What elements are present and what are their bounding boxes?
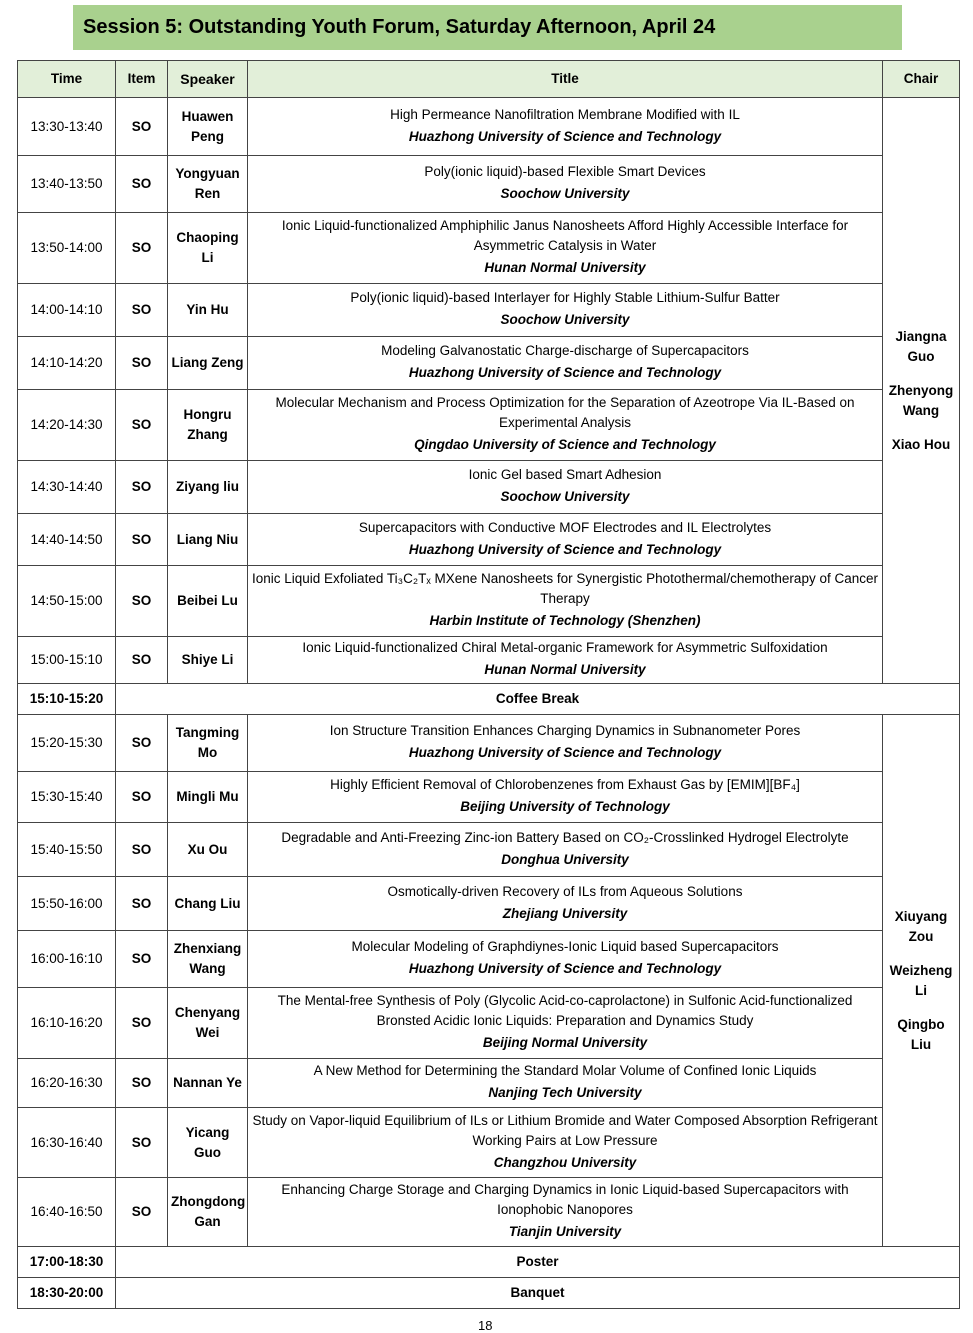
title-cell	[248, 337, 883, 390]
table-row	[18, 213, 960, 284]
item-cell: SO	[116, 514, 168, 566]
banquet-row	[18, 1278, 960, 1309]
speaker-cell: Mingli Mu	[168, 772, 248, 823]
title-cell	[248, 390, 883, 461]
speaker-cell: Liang Niu	[168, 514, 248, 566]
time-cell: 14:30-14:40	[18, 461, 116, 514]
chair-name: Weizheng Li	[889, 962, 953, 998]
table-row	[18, 566, 960, 637]
talk-title: Ionic Liquid-functionalized Amphiphilic Janus Nanosheets Afford Highly Accessible Interface for Asymmetric Catalysis in Water	[281, 218, 849, 253]
item-cell: SO	[116, 637, 168, 684]
time-cell: 18:30-20:00	[18, 1278, 116, 1309]
table-row	[18, 461, 960, 514]
table-row	[18, 772, 960, 823]
title-cell	[248, 156, 883, 213]
institution: Huazhong University of Science and Technology	[408, 128, 722, 144]
table-row	[18, 877, 960, 931]
institution: Soochow University	[500, 312, 630, 327]
speaker-cell: Chaoping Li	[168, 213, 248, 284]
institution: Qingdao University of Science and Technology	[414, 437, 716, 452]
time-cell: 15:00-15:10	[18, 637, 116, 684]
talk-title: Highly Efficient Removal of Chlorobenzenes from Exhaust Gas by [EMIM][BF₄]	[330, 777, 800, 792]
time-cell: 14:00-14:10	[18, 284, 116, 337]
table-row	[18, 1178, 960, 1247]
institution: Hunan Normal University	[484, 260, 646, 275]
title-cell	[248, 1178, 883, 1247]
title-cell	[248, 637, 883, 684]
item-cell: SO	[116, 98, 168, 156]
page-number: 18	[478, 1318, 493, 1333]
speaker-cell: Beibei Lu	[168, 566, 248, 637]
chair-name: Zhenyong Wang	[888, 382, 954, 418]
table-row	[18, 715, 960, 772]
title-cell	[248, 284, 883, 337]
talk-title: A New Method for Determining the Standard Molar Volume of Confined Ionic Liquids	[313, 1063, 817, 1078]
title-cell	[248, 715, 883, 772]
item-cell: SO	[116, 337, 168, 390]
schedule-table	[17, 60, 960, 1309]
talk-title: Poly(ionic liquid)-based Interlayer for Highly Stable Lithium-Sulfur Batter	[350, 290, 780, 305]
title-cell	[248, 1059, 883, 1108]
institution: Donghua University	[501, 851, 629, 867]
speaker-cell: Chang Liu	[168, 877, 248, 931]
time-cell: 14:20-14:30	[18, 390, 116, 461]
speaker-cell: Yicang Guo	[168, 1108, 248, 1178]
item-cell: SO	[116, 156, 168, 213]
item-cell: SO	[116, 1059, 168, 1108]
item-cell: SO	[116, 390, 168, 461]
speaker-cell: Shiye Li	[168, 637, 248, 684]
speaker-cell: Yongyuan Ren	[168, 156, 248, 213]
talk-title: Poly(ionic liquid)-based Flexible Smart Devices	[424, 164, 706, 179]
title-cell	[248, 1108, 883, 1178]
column-header-title: Title	[248, 61, 883, 98]
item-cell: SO	[116, 715, 168, 772]
title-cell	[248, 772, 883, 823]
institution: Huazhong University of Science and Technology	[408, 745, 722, 760]
speaker-cell: Tangming Mo	[168, 715, 248, 772]
session-title-banner	[73, 5, 902, 50]
speaker-cell: Huawen Peng	[168, 98, 248, 156]
institution: Nanjing Tech University	[488, 1085, 642, 1100]
institution: Huazhong University of Science and Technology	[408, 365, 722, 380]
table-row	[18, 1059, 960, 1108]
time-cell: 15:10-15:20	[18, 684, 116, 715]
title-cell	[248, 823, 883, 877]
talk-title: Molecular Mechanism and Process Optimization for the Separation of Azeotrope Via IL-Based on Experimental Analysis	[275, 395, 855, 430]
institution: Huazhong University of Science and Technology	[408, 961, 722, 976]
title-cell	[248, 514, 883, 566]
chair-name: Xiuyang Zou	[894, 908, 948, 944]
speaker-cell: Nannan Ye	[168, 1059, 248, 1108]
talk-title: Enhancing Charge Storage and Charging Dynamics in Ionic Liquid-based Supercapacitors with Ionophobic Nanopores	[281, 1182, 849, 1217]
institution: Beijing University of Technology	[460, 799, 670, 814]
speaker-cell: Chenyang Wei	[168, 988, 248, 1059]
speaker-cell: Xu Ou	[168, 823, 248, 877]
time-cell: 13:40-13:50	[18, 156, 116, 213]
talk-title: Osmotically-driven Recovery of ILs from Aqueous Solutions	[387, 883, 743, 899]
time-cell: 15:20-15:30	[18, 715, 116, 772]
event-label: Poster	[116, 1247, 960, 1278]
speaker-cell: Zhenxiang Wang	[168, 931, 248, 988]
table-row	[18, 390, 960, 461]
time-cell: 16:40-16:50	[18, 1178, 116, 1247]
title-cell	[248, 566, 883, 637]
time-cell: 16:20-16:30	[18, 1059, 116, 1108]
title-cell	[248, 461, 883, 514]
talk-title: Study on Vapor-liquid Equilibrium of ILs or Lithium Bromide and Water Composed Absorption Refrigerant Working Pairs at Low Pressure	[252, 1112, 878, 1148]
time-cell: 16:10-16:20	[18, 988, 116, 1059]
talk-title: High Permeance Nanofiltration Membrane Modified with IL	[390, 106, 740, 122]
table-row	[18, 284, 960, 337]
talk-title: The Mental-free Synthesis of Poly (Glycolic Acid-co-caprolactone) in Sulfonic Acid-functionalized Bronsted Acidic Ionic Liquids: Preparation and Dynamics Study	[277, 993, 853, 1028]
item-cell: SO	[116, 988, 168, 1059]
talk-title: Modeling Galvanostatic Charge-discharge of Supercapacitors	[381, 343, 749, 358]
table-row	[18, 156, 960, 213]
time-cell: 15:30-15:40	[18, 772, 116, 823]
institution: Hunan Normal University	[484, 662, 646, 677]
time-cell: 13:50-14:00	[18, 213, 116, 284]
time-cell: 16:00-16:10	[18, 931, 116, 988]
column-header-chair: Chair	[883, 61, 960, 98]
time-cell: 14:10-14:20	[18, 337, 116, 390]
time-cell: 15:40-15:50	[18, 823, 116, 877]
table-row	[18, 823, 960, 877]
table-header-row	[18, 61, 960, 98]
table-row	[18, 931, 960, 988]
session-title: Session 5: Outstanding Youth Forum, Saturday Afternoon, April 24	[83, 16, 716, 38]
time-cell: 14:50-15:00	[18, 566, 116, 637]
chair-name: Xiao Hou	[891, 436, 951, 452]
speaker-cell: Liang Zeng	[168, 337, 248, 390]
title-cell	[248, 877, 883, 931]
table-row	[18, 1108, 960, 1178]
time-cell: 13:30-13:40	[18, 98, 116, 156]
speaker-cell: Hongru Zhang	[168, 390, 248, 461]
institution: Soochow University	[500, 489, 630, 504]
talk-title: Ion Structure Transition Enhances Charging Dynamics in Subnanometer Pores	[329, 723, 801, 738]
item-cell: SO	[116, 566, 168, 637]
column-header-time: Time	[18, 61, 116, 98]
time-cell: 14:40-14:50	[18, 514, 116, 566]
table-row	[18, 988, 960, 1059]
chair-cell	[883, 98, 960, 684]
speaker-cell: Yin Hu	[168, 284, 248, 337]
event-label: Banquet	[116, 1278, 960, 1309]
event-label: Coffee Break	[116, 684, 960, 715]
talk-title: Ionic Liquid Exfoliated Ti₃C₂Tₓ MXene Nanosheets for Synergistic Photothermal/chemotherapy of Cancer Therapy	[252, 571, 878, 606]
speaker-cell: Ziyang liu	[168, 461, 248, 514]
schedule-body	[18, 98, 960, 1309]
institution: Harbin Institute of Technology (Shenzhen)	[429, 613, 701, 628]
talk-title: Ionic Liquid-functionalized Chiral Metal-organic Framework for Asymmetric Sulfoxidation	[302, 640, 828, 655]
item-cell: SO	[116, 772, 168, 823]
time-cell: 16:30-16:40	[18, 1108, 116, 1178]
speaker-cell: Zhongdong Gan	[168, 1178, 248, 1247]
item-cell: SO	[116, 877, 168, 931]
institution: Tianjin University	[508, 1224, 622, 1239]
institution: Soochow University	[500, 186, 630, 201]
poster-row	[18, 1247, 960, 1278]
chair-name: Jiangna Guo	[895, 328, 947, 364]
table-row	[18, 514, 960, 566]
item-cell: SO	[116, 284, 168, 337]
talk-title: Ionic Gel based Smart Adhesion	[468, 467, 662, 482]
institution: Zhejiang University	[502, 905, 628, 921]
talk-title: Molecular Modeling of Graphdiynes-Ionic Liquid based Supercapacitors	[351, 939, 779, 954]
item-cell: SO	[116, 931, 168, 988]
item-cell: SO	[116, 1178, 168, 1247]
institution: Changzhou University	[493, 1154, 637, 1170]
chair-name: Qingbo Liu	[897, 1016, 945, 1052]
item-cell: SO	[116, 461, 168, 514]
title-cell	[248, 98, 883, 156]
coffee-break-row	[18, 684, 960, 715]
time-cell: 15:50-16:00	[18, 877, 116, 931]
time-cell: 17:00-18:30	[18, 1247, 116, 1278]
item-cell: SO	[116, 823, 168, 877]
chair-cell	[883, 715, 960, 1247]
item-cell: SO	[116, 213, 168, 284]
column-header-item: Item	[116, 61, 168, 98]
title-cell	[248, 213, 883, 284]
table-row	[18, 637, 960, 684]
talk-title: Degradable and Anti-Freezing Zinc-ion Battery Based on CO₂-Crosslinked Hydrogel Electrolyte	[281, 829, 849, 845]
talk-title: Supercapacitors with Conductive MOF Electrodes and IL Electrolytes	[358, 519, 772, 535]
institution: Beijing Normal University	[482, 1035, 648, 1050]
item-cell: SO	[116, 1108, 168, 1178]
institution: Huazhong University of Science and Technology	[408, 541, 722, 557]
column-header-speaker: Speaker	[168, 61, 248, 98]
title-cell	[248, 931, 883, 988]
title-cell	[248, 988, 883, 1059]
table-row	[18, 98, 960, 156]
table-row	[18, 337, 960, 390]
